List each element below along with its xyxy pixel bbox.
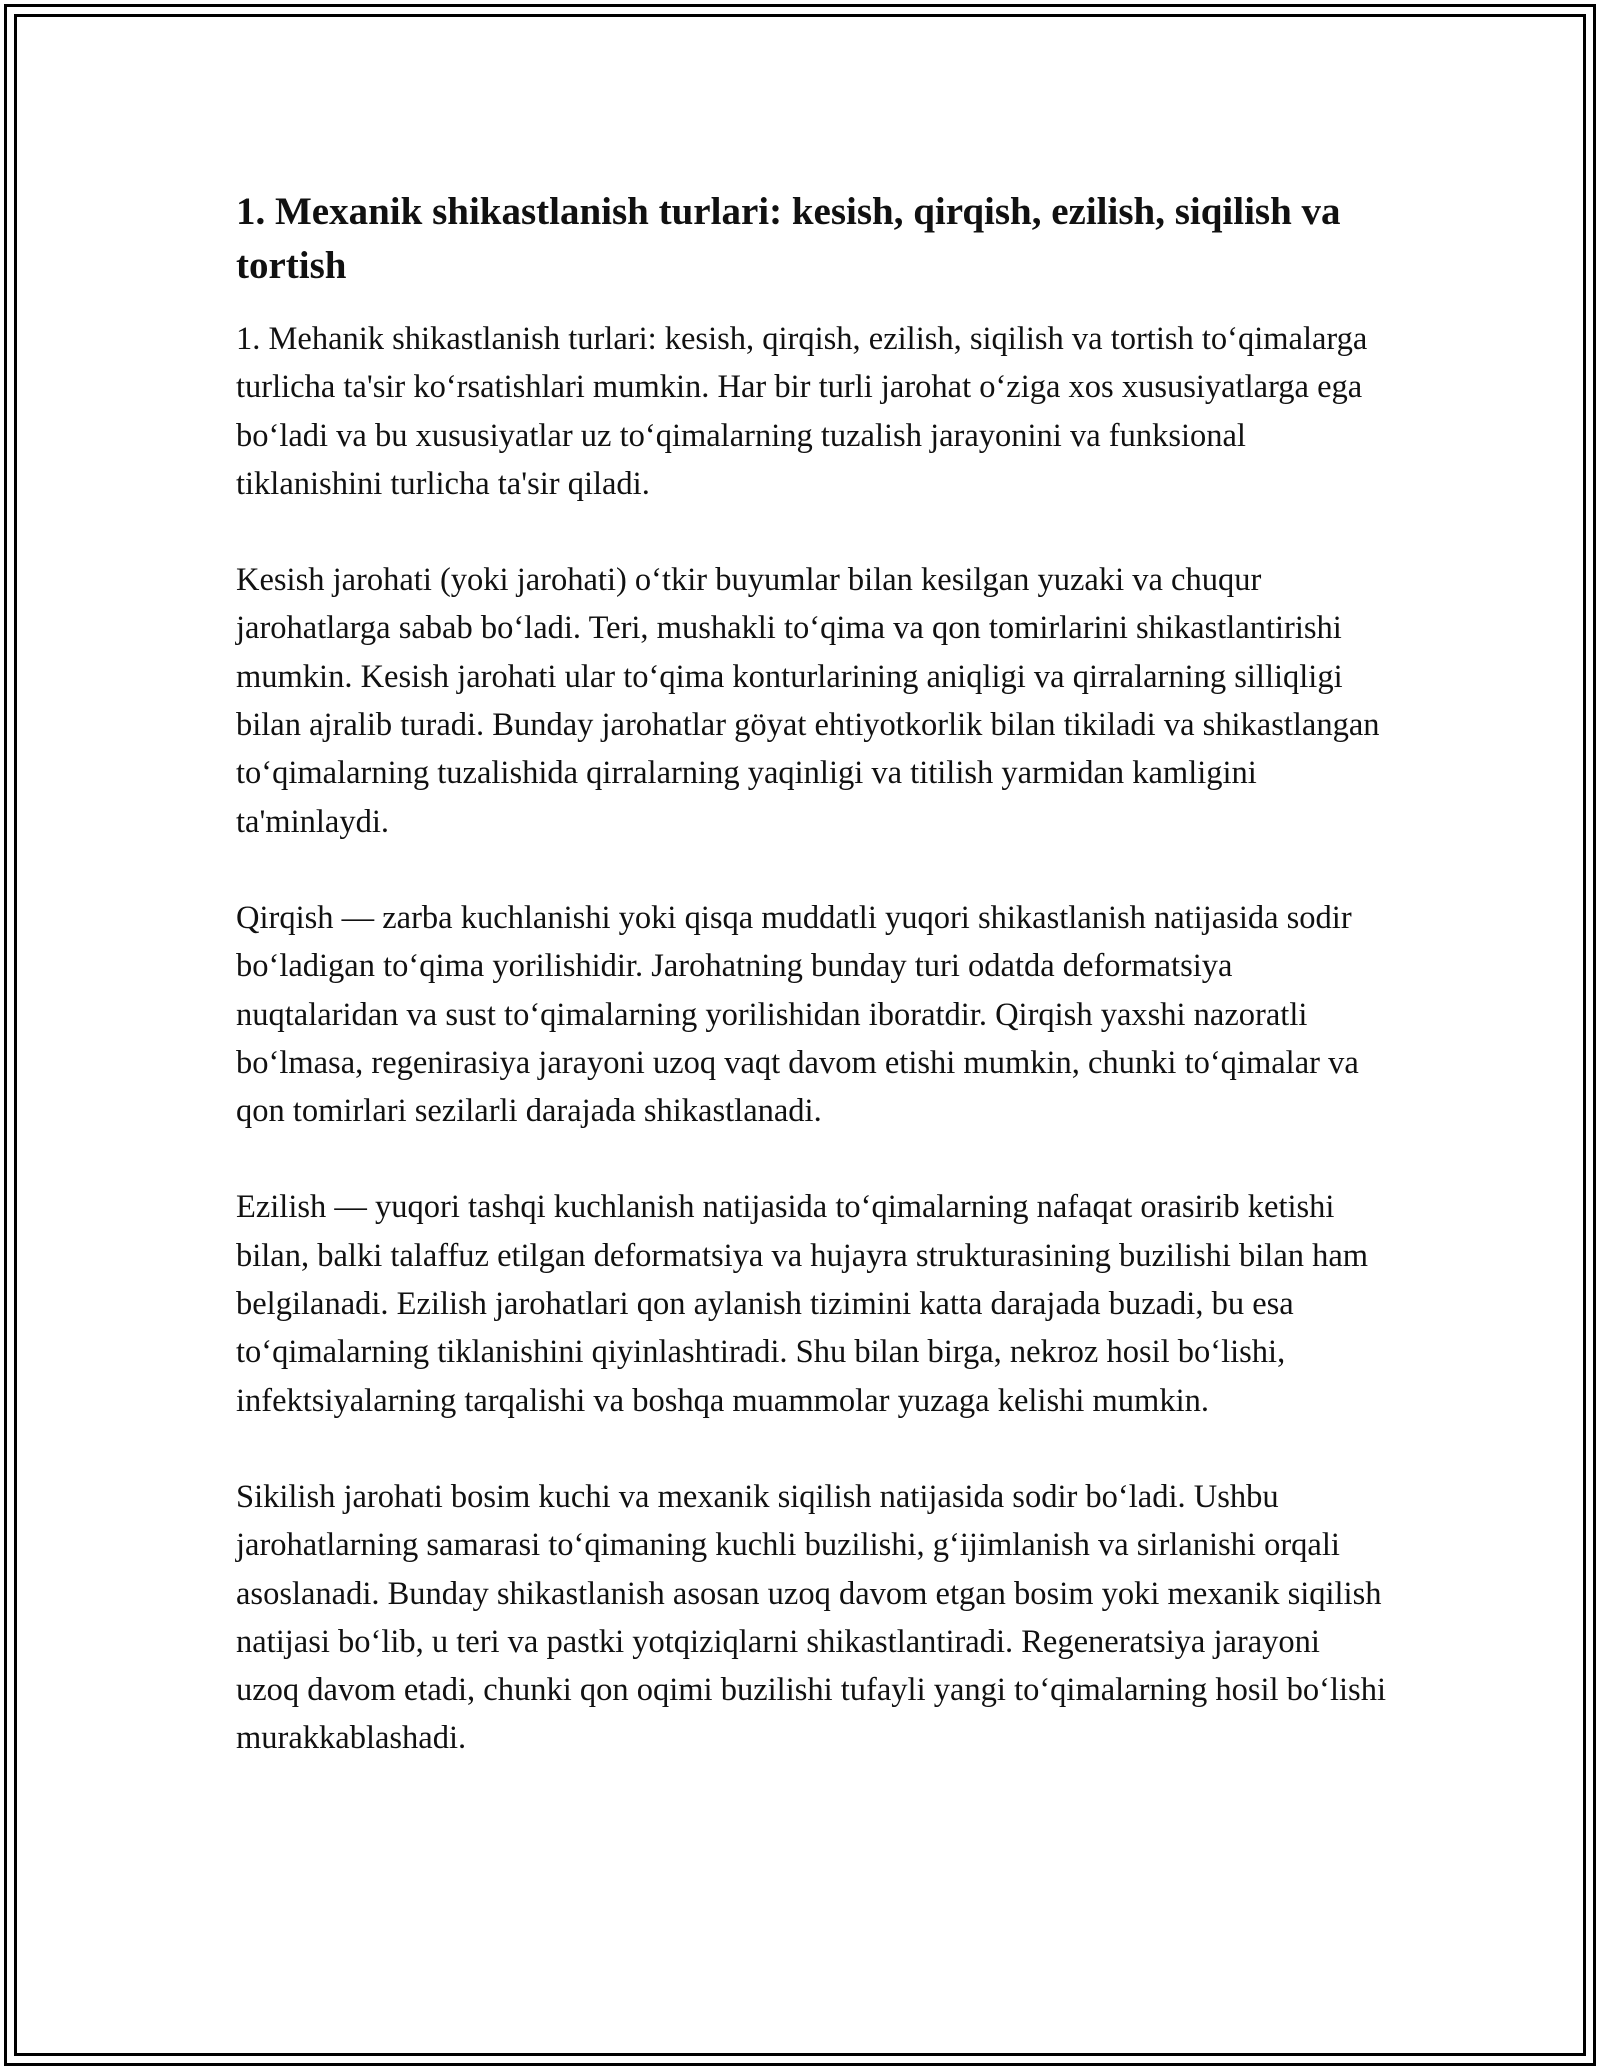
ezilish-paragraph: Ezilish — yuqori tashqi kuchlanish natijasida to‘qimalarning nafaqat orasirib ketishi bilan, balki talaffuz etilgan deformatsiya va hujayra strukturasining buzilishi bilan ham belgilanadi. Ezilish jarohatlari qon aylanish tizimini katta darajada buzadi, bu esa to‘qimalarning tiklanishini qiyinlashtiradi. Shu bilan birga, nekroz hosil bo‘lishi, infektsiyalarning tarqalishi va boshqa muammolar yuzaga kelishi mumkin. — [236, 1189, 1369, 1419]
kesish-paragraph: Kesish jarohati (yoki jarohati) o‘tkir buyumlar bilan kesilgan yuzaki va chuqur jarohatlarga sabab bo‘ladi. Teri, mushakli to‘qima va qon tomirlarini shikastlantirishi mumkin. Kesish jarohati ular to‘qima konturlarining aniqligi va qirralarning silliqligi bilan ajralib turadi. Bunday jarohatlar göyat ehtiyotkorlik bilan tikiladi va shikastlangan to‘qimalarning tuzalishida qirralarning yaqinligi va titilish yarmidan kamligini ta'minlaydi. — [236, 562, 1380, 840]
intro-paragraph: 1. Mehanik shikastlanish turlari: kesish, qirqish, ezilish, siqilish va tortish to‘qimalarga turlicha ta'sir ko‘rsatishlari mumkin. Har bir turli jarohat o‘ziga xos xususiyatlarga ega bo‘ladi va bu xususiyatlar uz to‘qimalarning tuzalish jarayonini va funksional tiklanishini turlicha ta'sir qiladi. — [236, 321, 1368, 502]
document-body — [236, 185, 1386, 1811]
section-heading: 1. Mexanik shikastlanish turlari: kesish, qirqish, ezilish, siqilish va tortish — [236, 190, 1341, 287]
qirqish-paragraph: Qirqish — zarba kuchlanishi yoki qisqa muddatli yuqori shikastlanish natijasida sodir bo‘ladigan to‘qima yorilishidir. Jarohatning bunday turi odatda deformatsiya nuqtalaridan va sust to‘qimalarning yorilishidan iboratdir. Qirqish yaxshi nazoratli bo‘lmasa, regenirasiya jarayoni uzoq vaqt davom etishi mumkin, chunki to‘qimalar va qon tomirlari sezilarli darajada shikastlanadi. — [236, 899, 1359, 1130]
sikilish-paragraph: Sikilish jarohati bosim kuchi va mexanik siqilish natijasida sodir bo‘ladi. Ushbu jarohatlarning samarasi to‘qimaning kuchli buzilishi, g‘ijimlanish va sirlanishi orqali asoslanadi. Bunday shikastlanish asosan uzoq davom etgan bosim yoki mexanik siqilish natijasi bo‘lib, u teri va pastki yotqiziqlarni shikastlantiradi. Regeneratsiya jarayoni uzoq davom etadi, chunki qon oqimi buzilishi tufayli yangi to‘qimalarning hosil bo‘lishi murakkablashadi. — [236, 1478, 1386, 1757]
